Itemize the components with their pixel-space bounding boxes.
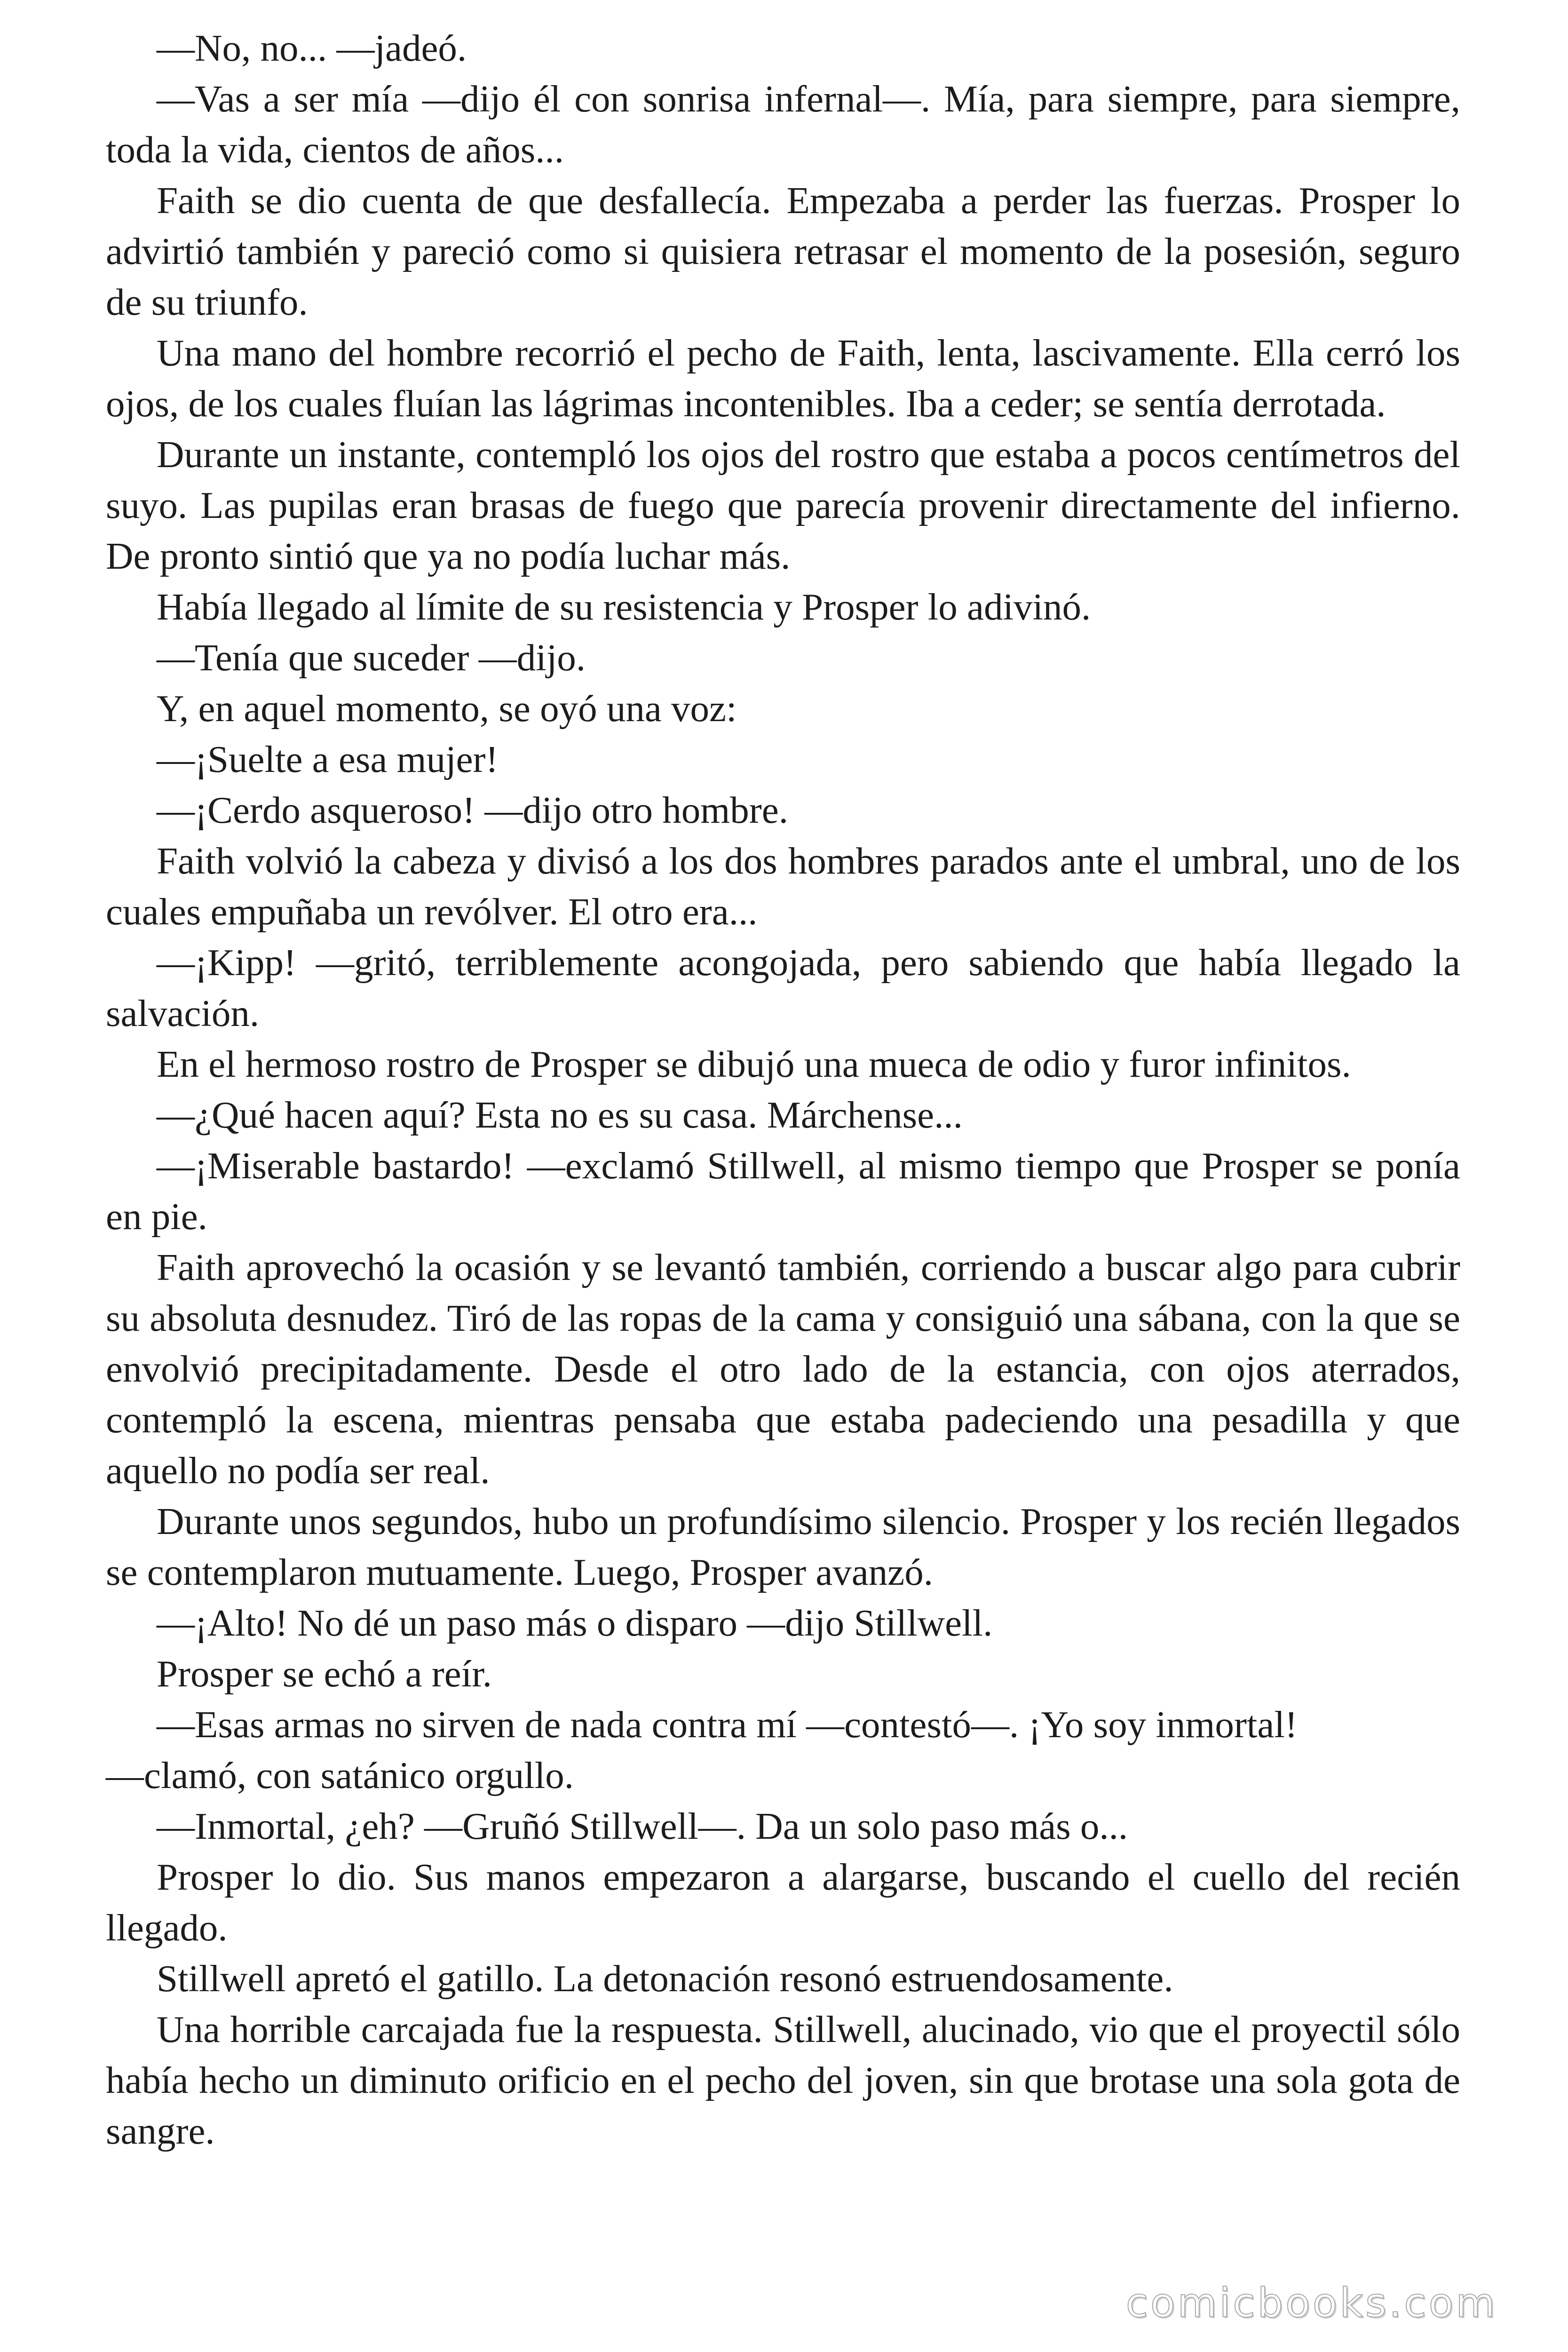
paragraph: Prosper se echó a reír. [157,1653,492,1695]
paragraph-continuation: —clamó, con satánico orgullo. [106,1754,574,1796]
paragraph: Prosper lo dio. Sus manos empezaron a alargarse, buscando el cuello del recién llegado. [106,1856,1460,1949]
paragraph: —¡Kipp! —gritó, terriblemente acongojada, pero sabiendo que había llegado la salvación. [106,941,1460,1034]
paragraph: —Tenía que suceder —dijo. [157,636,586,679]
paragraph: Una mano del hombre recorrió el pecho de Faith, lenta, lascivamente. Ella cerró los ojos, de los cuales fluían las lágrimas incontenibles. Iba a ceder; se sentía derrotada. [106,332,1460,425]
paragraph: —¡Miserable bastardo! —exclamó Stillwell, al mismo tiempo que Prosper se ponía en pie. [106,1144,1460,1238]
paragraph: —¡Alto! No dé un paso más o disparo —dijo Stillwell. [157,1602,993,1644]
paragraph: Faith se dio cuenta de que desfallecía. Empezaba a perder las fuerzas. Prosper lo advirtió también y pareció como si quisiera retrasar el momento de la posesión, seguro de su triunfo. [106,179,1460,323]
paragraph: Faith aprovechó la ocasión y se levantó también, corriendo a buscar algo para cubrir su absoluta desnudez. Tiró de las ropas de la cama y consiguió una sábana, con la que se envolvió precipitadamente. Desde el otro lado de la estancia, con ojos aterrados, contempló la escena, mientras pensaba que estaba padeciendo una pesadilla y que aquello no podía ser real. [106,1246,1460,1492]
paragraph: En el hermoso rostro de Prosper se dibujó una mueca de odio y furor infinitos. [157,1043,1351,1085]
paragraph: —¿Qué hacen aquí? Esta no es su casa. Márchense... [157,1094,963,1136]
paragraph: Una horrible carcajada fue la respuesta. Stillwell, alucinado, vio que el proyectil sólo había hecho un diminuto orificio en el pecho del joven, sin que brotase una sola gota de sangre. [106,2008,1460,2152]
watermark: comicbooks.com [1125,2280,1497,2327]
paragraph: Stillwell apretó el gatillo. La detonación resonó estruendosamente. [157,1957,1173,2000]
paragraph: —¡Cerdo asqueroso! —dijo otro hombre. [157,789,788,831]
paragraph: Durante unos segundos, hubo un profundísimo silencio. Prosper y los recién llegados se contemplaron mutuamente. Luego, Prosper avanzó. [106,1500,1460,1593]
document-page [106,23,1460,2156]
paragraph: Y, en aquel momento, se oyó una voz: [157,687,737,730]
paragraph: —¡Suelte a esa mujer! [157,738,499,780]
paragraph: Faith volvió la cabeza y divisó a los dos hombres parados ante el umbral, uno de los cuales empuñaba un revólver. El otro era... [106,840,1460,933]
paragraph: —No, no... —jadeó. [157,27,467,69]
paragraph: Durante un instante, contempló los ojos del rostro que estaba a pocos centímetros del suyo. Las pupilas eran brasas de fuego que parecía provenir directamente del infierno. De pronto sintió que ya no podía luchar más. [106,433,1460,577]
paragraph: —Esas armas no sirven de nada contra mí —contestó—. ¡Yo soy inmortal! [157,1703,1298,1746]
paragraph: —Vas a ser mía —dijo él con sonrisa infernal—. Mía, para siempre, para siempre, toda la vida, cientos de años... [106,78,1460,171]
paragraph: —Inmortal, ¿eh? —Gruñó Stillwell—. Da un solo paso más o... [157,1805,1128,1847]
paragraph: Había llegado al límite de su resistencia y Prosper lo adivinó. [157,586,1091,628]
